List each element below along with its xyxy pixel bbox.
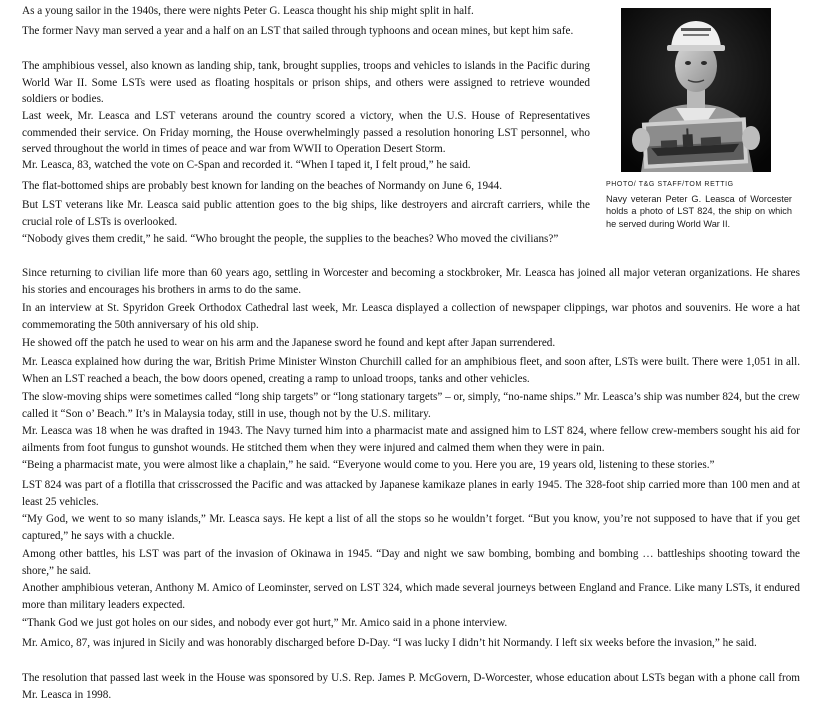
photo-caption: Navy veteran Peter G. Leasca of Worcester holds a photo of LST 824, the ship on which he served during World War II. — [606, 194, 792, 229]
paragraph: Mr. Amico, 87, was injured in Sicily and was honorably discharged before D-Day. “I was lucky I didn’t hit Normandy. I left six weeks before the invasion,” he said. — [22, 637, 757, 649]
paragraph: The resolution that passed last week in the House was sponsored by U.S. Rep. James P. McGovern, D-Worcester, whose education about LSTs began with a phone call from Mr. Leasca in 1998. — [22, 672, 800, 701]
paragraph: “Nobody gives them credit,” he said. “Who brought the people, the supplies to the beaches? Who moved the civilians?” — [22, 233, 559, 245]
paragraph: Since returning to civilian life more than 60 years ago, settling in Worcester and becoming a stockbroker, Mr. Leasca has joined all major veteran organizations. He shares his stories and encourages his brothers in arms to do the same. — [22, 267, 800, 296]
veteran-photo-image — [621, 8, 771, 172]
paragraph: Last week, Mr. Leasca and LST veterans around the country scored a victory, when the U.S. House of Representatives commended their service. On Friday morning, the House overwhelmingly passed a resolution honoring LST personnel, who served throughout the world in times of peace and war from WWII to Operation Desert Storm. — [22, 110, 590, 156]
paragraph: Among other battles, his LST was part of the invasion of Okinawa in 1945. “Day and night we saw bombing, bombing and bombing … battleships shooting toward the shore,” he said. — [22, 548, 800, 577]
paragraph: As a young sailor in the 1940s, there were nights Peter G. Leasca thought his ship might split in half. — [22, 5, 474, 17]
paragraph: Mr. Leasca was 18 when he was drafted in 1943. The Navy turned him into a pharmacist mate and assigned him to LST 824, where fellow crew-members sought his aid for ailments from foot fungus to gunshot wounds. He stitched them when they were injured and calmed them when they were in pain. — [22, 425, 800, 454]
paragraph: The slow-moving ships were sometimes called “long ship targets” or “long stationary targets” – or, simply, “no-name ships.” Mr. Leasca’s ship was number 824, but the crew called it “Son o’ Beach.” It’s in Malaysia today, still in use, though not by the U.S. military. — [22, 391, 800, 420]
paragraph: The flat-bottomed ships are probably best known for landing on the beaches of Normandy on June 6, 1944. — [22, 180, 503, 192]
paragraph: The amphibious vessel, also known as landing ship, tank, brought supplies, troops and vehicles to islands in the Pacific during World War II. Some LSTs were used as floating hospitals or prison ships, and others were assigned to retrieve wounded soldiers or bodies. — [22, 60, 590, 106]
paragraph: In an interview at St. Spyridon Greek Orthodox Cathedral last week, Mr. Leasca displayed a collection of newspaper clippings, war photos and souvenirs. He wore a hat commemorating the 50th anniversary of his old ship. — [22, 302, 800, 331]
paragraph: The former Navy man served a year and a half on an LST that sailed through typhoons and ocean mines, but kept him safe. — [22, 25, 574, 37]
paragraph: Mr. Leasca explained how during the war, British Prime Minister Winston Churchill called for an amphibious fleet, and soon after, LSTs were built. There were 1,051 in all. When an LST reached a beach, the bow doors opened, creating a ramp to unload troops, tanks and other vehicles. — [22, 356, 800, 385]
paragraph: But LST veterans like Mr. Leasca said public attention goes to the big ships, like destroyers and aircraft carriers, while the crucial role of LSTs is overlooked. — [22, 199, 590, 228]
paragraph: Another amphibious veteran, Anthony M. Amico of Leominster, served on LST 324, which made several journeys between England and France. Like many LSTs, it endured more than military leaders expected. — [22, 582, 800, 611]
paragraph: “Thank God we just got holes on our sides, and nobody ever got hurt,” Mr. Amico said in a phone interview. — [22, 617, 508, 629]
paragraph: LST 824 was part of a flotilla that crisscrossed the Pacific and was attacked by Japanese kamikaze planes in early 1945. The 328-foot ship carried more than 100 men and at least 25 vehicles. — [22, 479, 800, 508]
paragraph: Mr. Leasca, 83, watched the vote on C-Span and recorded it. “When I taped it, I felt proud,” he said. — [22, 159, 471, 171]
photo-block — [606, 8, 794, 230]
photo-credit: PHOTO/ T&G STAFF/TOM RETTIG — [606, 181, 734, 188]
paragraph: “My God, we went to so many islands,” Mr. Leasca says. He kept a list of all the stops so he wouldn’t forget. “But you know, you’re not supposed to have that if you get captured,” he says with a chuckle. — [22, 513, 800, 542]
veteran-photo — [621, 8, 771, 172]
paragraph: “Being a pharmacist mate, you were almost like a chaplain,” he said. “Everyone would come to you. Here you are, 19 years old, listening to these stories.” — [22, 459, 715, 471]
paragraph: He showed off the patch he used to wear on his arm and the Japanese sword he found and kept after Japan surrendered. — [22, 337, 556, 349]
